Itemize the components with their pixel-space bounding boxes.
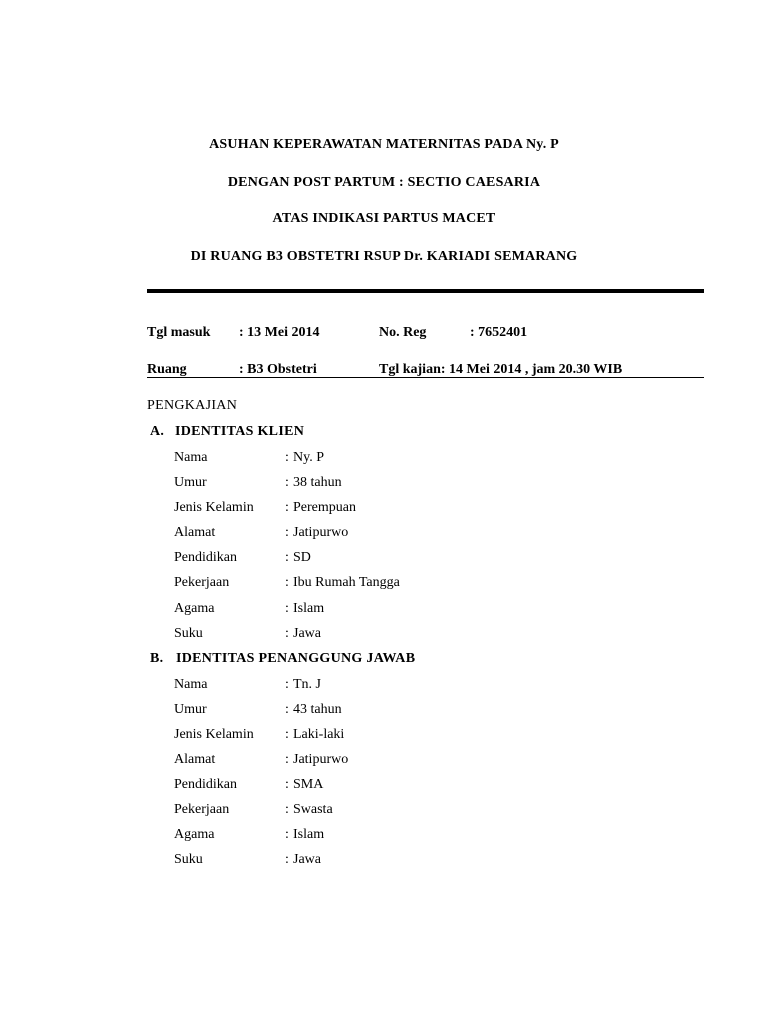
row-label: Pendidikan <box>174 777 237 792</box>
tgl-masuk-label: Tgl masuk <box>147 325 211 340</box>
row-separator: : <box>285 852 289 867</box>
tgl-masuk-value: : 13 Mei 2014 <box>239 325 320 340</box>
pengkajian-heading: PENGKAJIAN <box>147 398 238 413</box>
row-label: Umur <box>174 475 207 490</box>
no-reg-label: No. Reg <box>379 325 427 340</box>
row-separator: : <box>285 550 289 565</box>
row-value: SD <box>293 550 311 565</box>
tgl-kajian: Tgl kajian: 14 Mei 2014 , jam 20.30 WIB <box>379 362 623 377</box>
document-title-line-1: ASUHAN KEPERAWATAN MATERNITAS PADA Ny. P <box>209 137 559 152</box>
row-value: SMA <box>293 777 324 792</box>
row-value: Jatipurwo <box>293 525 349 540</box>
row-separator: : <box>285 702 289 717</box>
row-separator: : <box>285 626 289 641</box>
no-reg-value: : 7652401 <box>470 325 528 340</box>
row-value: Jatipurwo <box>293 752 349 767</box>
row-separator: : <box>285 525 289 540</box>
row-label: Umur <box>174 702 207 717</box>
row-label: Jenis Kelamin <box>174 727 254 742</box>
row-separator: : <box>285 677 289 692</box>
row-label: Pekerjaan <box>174 802 230 817</box>
row-separator: : <box>285 601 289 616</box>
meta-divider <box>147 377 704 378</box>
ruang-label: Ruang <box>147 362 187 377</box>
section-b-text: IDENTITAS PENANGGUNG JAWAB <box>176 651 416 666</box>
row-separator: : <box>285 827 289 842</box>
section-a-text: IDENTITAS KLIEN <box>175 424 305 439</box>
row-label: Pendidikan <box>174 550 237 565</box>
row-separator: : <box>285 752 289 767</box>
row-label: Alamat <box>174 525 216 540</box>
row-value: 38 tahun <box>293 475 342 490</box>
document-title-line-3: ATAS INDIKASI PARTUS MACET <box>272 211 496 226</box>
title-divider <box>147 289 704 293</box>
row-separator: : <box>285 500 289 515</box>
row-value: Ibu Rumah Tangga <box>293 575 400 590</box>
document-title-line-2: DENGAN POST PARTUM : SECTIO CAESARIA <box>227 175 541 190</box>
row-label: Pekerjaan <box>174 575 230 590</box>
row-separator: : <box>285 777 289 792</box>
row-value: Islam <box>293 827 325 842</box>
row-separator: : <box>285 727 289 742</box>
row-separator: : <box>285 450 289 465</box>
row-value: Jawa <box>293 852 321 867</box>
document-title-line-4: DI RUANG B3 OBSTETRI RSUP Dr. KARIADI SEMARANG <box>190 249 578 264</box>
row-label: Suku <box>174 852 203 867</box>
row-separator: : <box>285 802 289 817</box>
row-separator: : <box>285 575 289 590</box>
row-label: Alamat <box>174 752 216 767</box>
section-a-letter: A. <box>150 424 165 439</box>
row-label: Nama <box>174 677 208 692</box>
ruang-value: : B3 Obstetri <box>239 362 317 377</box>
row-label: Suku <box>174 626 203 641</box>
row-value: Laki-laki <box>293 727 345 742</box>
row-value: Ny. P <box>293 450 324 465</box>
row-value: Tn. J <box>293 677 321 692</box>
row-label: Agama <box>174 827 215 842</box>
row-value: Swasta <box>293 802 333 817</box>
row-label: Agama <box>174 601 215 616</box>
row-value: Islam <box>293 601 325 616</box>
row-value: Perempuan <box>293 500 356 515</box>
row-separator: : <box>285 475 289 490</box>
row-label: Nama <box>174 450 208 465</box>
section-b-letter: B. <box>150 651 164 666</box>
row-label: Jenis Kelamin <box>174 500 254 515</box>
row-value: 43 tahun <box>293 702 342 717</box>
row-value: Jawa <box>293 626 321 641</box>
